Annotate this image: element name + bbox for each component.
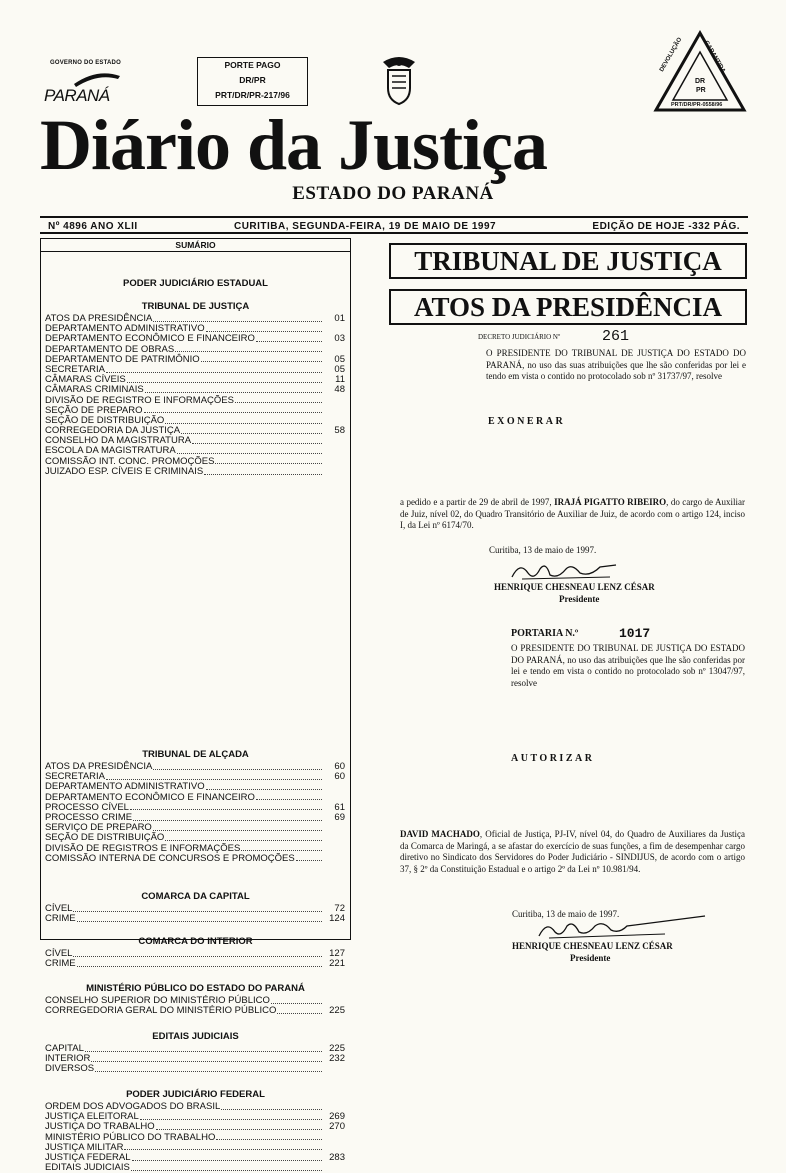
summary-entry-label: DIVERSOS [45,1063,95,1075]
summary-entry-label: CÂMARAS CRIMINAIS [45,384,144,396]
autor-text: , Oficial de Justiça, PJ-IV, nível 04, do Quadro de Auxiliares da Justiça da Comarca de Maringá, a se afastar do exercício de suas funções, a fim de desempenhar cargo diretivo no Sindicato dos Servidores do Poder Judiciário - SINDIJUS, de acordo com o artigo 37, § 2º da Constituição Estadual e o artigo 2º da Lei nº 10.981/94. [400,829,745,874]
dot-leader [204,467,322,475]
summary-entry-label: CÂMARAS CÍVEIS [45,374,126,386]
dot-leader [206,324,322,332]
coat-of-arms-icon [379,54,419,106]
summary-entry-label: SEÇÃO DE DISTRIBUIÇÃO [45,414,165,426]
summary-entry-label: COMISSÃO INTERNA DE CONCURSOS E PROMOÇÕES [45,852,295,864]
summary-entry-label: ESCOLA DA MAGISTRATURA [45,445,176,457]
summary-entry[interactable] [41,1054,350,1064]
summary-entry-label: JUSTIÇA MILITAR [45,1141,124,1153]
dot-leader [77,959,322,967]
autorization-text [400,829,745,875]
summary-entry-label: CONSELHO SUPERIOR DO MINISTÉRIO PÚBLICO [45,995,270,1006]
summary-title: SUMÁRIO [41,239,350,252]
summary-section [41,935,350,969]
date-line-1: Curitiba, 13 de maio de 1997. [489,545,597,555]
dot-leader [140,1112,322,1120]
summary-entry-page: 05 [334,363,345,375]
dot-leader [181,426,322,434]
summary-entry-label: DEPARTAMENTO ECONÔMICO E FINANCEIRO [45,791,255,803]
signer-1-role: Presidente [559,594,600,604]
dot-leader [145,385,322,393]
dot-leader [215,457,322,465]
decreto-text: O PRESIDENTE DO TRIBUNAL DE JUSTIÇA DO ESTADO DO PARANÁ, no uso das suas atribuições que lhe são conferidas por lei e tendo em vista o contido no protocolado sob nº 31737/97, resolve [486,348,746,381]
exon-name: IRAJÁ PIGATTO RIBEIRO [554,497,667,507]
summary-entry-page: 11 [335,374,345,386]
summary-section [41,1030,350,1075]
summary-section [41,277,350,291]
government-logo [44,56,134,110]
dot-leader [256,793,322,801]
newspaper-subtitle: ESTADO DO PARANÁ [292,183,494,204]
summary-section [41,1088,350,1173]
summary-entry[interactable] [41,1143,350,1153]
summary-entry-page: 270 [329,1121,345,1133]
seal-text-prt: PRT/DR/PR-0558/96 [671,102,723,108]
signer-1-name: HENRIQUE CHESNEAU LENZ CÉSAR [494,582,655,592]
summary-entry[interactable] [41,1006,350,1016]
summary-entry-page [323,844,345,854]
dot-leader [133,813,322,821]
summary-entry[interactable] [41,914,350,924]
summary-entry-page: 72 [334,903,345,914]
summary-section [41,982,350,1016]
dot-leader [153,762,322,770]
autor-name: DAVID MACHADO [400,829,480,839]
summary-entry[interactable] [41,904,350,914]
summary-entry-page [323,467,345,477]
decreto-label: DECRETO JUDICIÁRIO Nº [478,333,561,341]
summary-entry-page [323,782,345,792]
dot-leader [192,436,322,444]
summary-entry-label: CRIME [45,958,76,970]
dot-leader [165,833,322,841]
summary-entry-label: SERVIÇO DE PREPARO [45,822,152,834]
summary-entry-label: SECRETARIA [45,771,106,783]
summary-entry-label: INTERIOR [45,1053,91,1065]
porte-line-1: PORTE PAGO [224,60,281,70]
summary-entry-label: DEPARTAMENTO DE OBRAS [45,343,175,355]
dot-leader [296,854,322,862]
dot-leader [241,844,322,852]
dot-leader [221,1102,322,1110]
portaria-label: PORTARIA N.º [511,628,579,639]
summary-entry-page [323,833,345,843]
summary-entry-label: DIVISÃO DE REGISTRO E INFORMAÇÕES [45,394,234,406]
summary-entry[interactable] [41,1122,350,1132]
portaria-text: O PRESIDENTE DO TRIBUNAL DE JUSTIÇA DO ESTADO DO PARANÁ, no uso das atribuições que lhe são conferidas por lei e tendo em vista o contido no protocolado sob nº 13047/97, resolve [511,643,745,688]
dot-leader [277,1006,322,1014]
summary-entry[interactable] [41,1133,350,1143]
portaria-number: 1017 [619,626,651,641]
summary-entry[interactable] [41,959,350,969]
dot-leader [73,949,322,957]
signature-1-icon [510,557,620,583]
edition-number: Nº 4896 ANO XLII [48,221,138,232]
dot-leader [271,996,322,1004]
summary-entry-page: 61 [334,801,345,813]
summary-entry-page: 127 [329,948,345,959]
summary-entry-label: MINISTÉRIO PÚBLICO DO TRABALHO [45,1131,216,1143]
summary-entry-label: CORREGEDORIA DA JUSTIÇA [45,425,181,437]
summary-entry-page [323,457,345,467]
summary-entry-label: JUIZADO ESP. CÍVEIS E CRIMINAIS [45,465,204,477]
summary-entry[interactable] [41,1102,350,1112]
summary-entry-page: 225 [329,1005,345,1017]
summary-entry[interactable] [41,1064,350,1074]
dot-leader [175,345,322,353]
summary-section-title: COMARCA DA CAPITAL [141,891,250,902]
edition-info-bar [40,216,748,234]
dot-leader [216,1133,322,1141]
summary-entry[interactable] [41,833,350,843]
autorizar-heading: AUTORIZAR [511,753,595,764]
summary-entry[interactable] [41,996,350,1006]
summary-entry-page [323,823,345,833]
signer-2-name: HENRIQUE CHESNEAU LENZ CÉSAR [512,941,673,951]
dot-leader [77,914,322,922]
summary-entry-page: 269 [329,1111,345,1123]
summary-entry-page: 232 [329,1053,345,1065]
summary-entry[interactable] [41,1044,350,1054]
summary-section-title: TRIBUNAL DE ALÇADA [142,749,249,760]
date-line-2: Curitiba, 13 de maio de 1997. [512,909,620,919]
summary-entry-page: 124 [329,913,345,925]
dot-leader [235,396,322,404]
exonerar-heading: EXONERAR [488,416,566,427]
summary-entry-label: SECRETARIA [45,363,106,375]
dot-leader [132,1153,322,1161]
dot-leader [106,365,322,373]
summary-entry-page: 58 [334,425,345,437]
summary-entry[interactable] [41,1112,350,1122]
gov-label: GOVERNO DO ESTADO [50,60,121,66]
dot-leader [156,1122,322,1130]
dot-leader [131,1163,322,1171]
summary-entry-page [323,396,345,406]
summary-entry-page: 60 [334,771,345,783]
exon-text-b: , do cargo de Auxiliar de Juiz, nível 02, do Quadro Transitório de Auxiliar de Juiz, de acordo com o artigo 124, inciso I, da Lei nº 6174/70. [400,497,745,530]
summary-entry[interactable] [41,949,350,959]
summary-entry[interactable] [41,854,350,864]
summary-section-title: MINISTÉRIO PÚBLICO DO ESTADO DO PARANÁ [86,983,305,994]
summary-section-title: EDITAIS JUDICIAIS [152,1031,239,1042]
summary-entry-label: DEPARTAMENTO ADMINISTRATIVO [45,781,205,793]
summary-section-title: COMARCA DO INTERIOR [138,936,253,947]
edition-date: CURITIBA, SEGUNDA-FEIRA, 19 DE MAIO DE 1997 [233,221,497,232]
dot-leader [130,803,322,811]
dot-leader [95,1064,322,1072]
summary-entry-page: 283 [329,1151,345,1163]
summary-section-title: PODER JUDICIÁRIO FEDERAL [126,1089,265,1100]
summary-entry-label: ATOS DA PRESIDÊNCIA [45,313,153,324]
summary-entry-page [323,446,345,456]
summary-entry-label: CÍVEL [45,903,73,914]
summary-entry-label: CORREGEDORIA GERAL DO MINISTÉRIO PÚBLICO [45,1005,277,1017]
summary-section [41,300,350,477]
dot-leader [73,904,322,912]
signer-2-role: Presidente [570,953,611,963]
tribunal-title-box: TRIBUNAL DE JUSTIÇA [389,243,747,279]
summary-entry-page [323,436,345,446]
summary-entry-page [323,1064,345,1074]
summary-entry-page: 03 [334,333,345,345]
summary-entry-page: 221 [329,958,345,970]
summary-entry-label: ATOS DA PRESIDÊNCIA [45,761,153,772]
summary-entry-page: 69 [334,811,345,823]
devolucao-garantida-seal [653,30,747,116]
summary-entry-label: ORDEM DOS ADVOGADOS DO BRASIL [45,1101,221,1112]
summary-section [41,890,350,924]
summary-section-title: PODER JUDICIÁRIO ESTADUAL [123,278,268,289]
dot-leader [124,1143,322,1151]
summary-entry-label: SEÇÃO DE PREPARO [45,404,143,416]
gov-name: PARANÁ [44,86,110,105]
summary-entry[interactable] [41,467,350,477]
dot-leader [144,406,323,414]
dot-leader [165,416,322,424]
porte-line-2: DR/PR [239,75,266,85]
exoneration-text [400,497,745,532]
exon-text-a: a pedido e a partir de 29 de abril de 1997, [400,497,555,507]
summary-entry-page [323,1143,345,1153]
summary-entry-page: 225 [329,1043,345,1054]
summary-section [41,748,350,864]
summary-entry-label: PROCESSO CRIME [45,811,133,823]
dot-leader [106,772,322,780]
summary-entry-page: 01 [334,313,345,324]
dot-leader [127,375,322,383]
summary-entry-label: COMISSÃO INT. CONC. PROMOÇÕES [45,455,215,467]
summary-entry-label: JUSTIÇA FEDERAL [45,1151,131,1163]
dot-leader [153,314,322,322]
summary-entry-label: CRIME [45,913,76,925]
summary-entry-page [323,996,345,1006]
summary-entry-label: CONSELHO DA MAGISTRATURA [45,435,192,447]
atos-title-box: ATOS DA PRESIDÊNCIA [389,289,747,325]
summary-entry-label: CAPITAL [45,1043,84,1054]
dot-leader [177,446,322,454]
summary-entry-page [323,1102,345,1112]
summary-entry-page: 05 [334,353,345,365]
dot-leader [206,782,322,790]
dot-leader [91,1054,322,1062]
seal-text-dr: DR [695,78,706,85]
porte-pago-box [197,57,308,106]
dot-leader [201,355,322,363]
dot-leader [256,334,322,342]
summary-entry-page: 60 [334,761,345,772]
summary-entry-label: DIVISÃO DE REGISTROS E INFORMAÇÕES [45,842,241,854]
summary-entry-label: EDITAIS JUDICIAIS [45,1162,130,1173]
summary-entry-page [323,1133,345,1143]
summary-entry[interactable] [41,1163,350,1173]
signature-2-icon [535,912,710,942]
edition-pages: EDIÇÃO DE HOJE -332 PÁG. [592,221,740,232]
porte-line-3: PRT/DR/PR-217/96 [215,90,290,100]
summary-entry-page [323,1163,345,1173]
summary-entry-label: PROCESSO CÍVEL [45,801,129,813]
summary-entry-label: JUSTIÇA ELEITORAL [45,1111,139,1123]
summary-entry-label: DEPARTAMENTO ECONÔMICO E FINANCEIRO [45,333,255,345]
summary-entry[interactable] [41,385,350,395]
summary-entry-label: DEPARTAMENTO DE PATRIMÔNIO [45,353,200,365]
summary-entry-page [323,854,345,864]
summary-entry-label: DEPARTAMENTO ADMINISTRATIVO [45,323,205,335]
summary-entry-label: CÍVEL [45,948,73,959]
summary-entry[interactable] [41,1153,350,1163]
summary-entry-page [323,406,345,416]
newspaper-title: Diário da Justiça [40,105,548,185]
seal-text-devolucao: DEVOLUÇÃO [659,36,684,73]
dot-leader [153,823,322,831]
decreto-number: 261 [602,328,630,345]
summary-box [40,238,351,1173]
summary-section-title: TRIBUNAL DE JUSTIÇA [141,301,250,312]
summary-entry-page: 48 [334,384,345,396]
summary-entry-label: JUSTIÇA DO TRABALHO [45,1121,155,1133]
seal-text-garantida: GARANTIDA [702,40,726,75]
summary-entry-label: SEÇÃO DE DISTRIBUIÇÃO [45,832,165,844]
dot-leader [85,1044,322,1052]
seal-text-pr: PR [696,87,706,94]
